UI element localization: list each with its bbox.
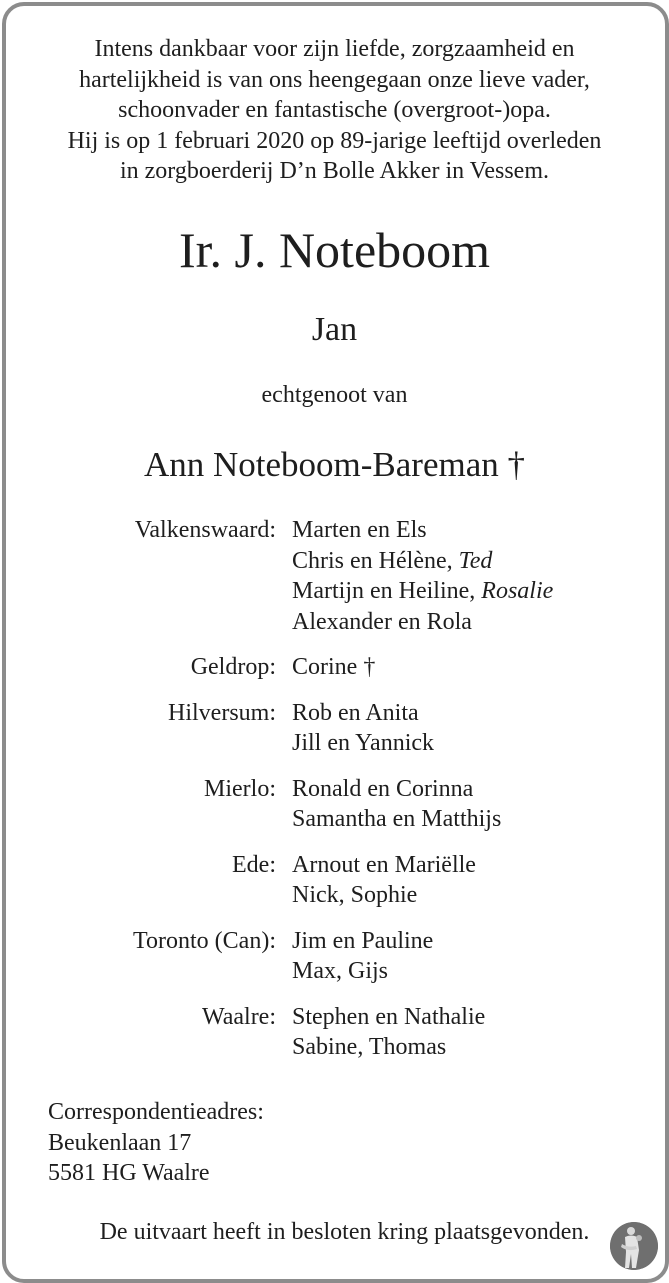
member-text: Stephen en Nathalie xyxy=(292,1003,486,1030)
family-group xyxy=(0,1002,669,1063)
intro-text xyxy=(0,34,669,187)
member-child: Rosalie xyxy=(481,578,554,604)
family-group xyxy=(0,698,669,759)
member-text: Samantha en Matthijs xyxy=(292,806,502,832)
family-group xyxy=(0,774,669,835)
family-member xyxy=(292,576,669,607)
member-child: Ted xyxy=(458,547,493,574)
member-text: Marten en Els xyxy=(292,517,427,543)
family-member xyxy=(292,926,669,957)
member-text: Corine † xyxy=(292,654,376,680)
spouse-label: echtgenoot van xyxy=(261,382,408,408)
member-text: Chris en Hélène, xyxy=(292,547,459,574)
intro-line: Hij is op 1 februari 2020 op 89-jarige leeftijd overleden xyxy=(67,127,602,154)
address-city: 5581 HG Waalre xyxy=(48,1160,210,1186)
intro-line: hartelijkheid is van ons heengegaan onze lieve vader, xyxy=(79,66,590,93)
family-member xyxy=(292,546,669,577)
family-member xyxy=(292,1032,669,1063)
family-member xyxy=(292,515,669,546)
family-place: Hilversum: xyxy=(168,699,276,726)
member-text: Sabine, Thomas xyxy=(292,1034,447,1060)
family-member xyxy=(292,774,669,805)
member-text: Arnout en Mariëlle xyxy=(292,851,476,878)
address-label: Correspondentieadres: xyxy=(48,1099,264,1125)
family-group xyxy=(0,515,669,637)
family-member xyxy=(292,956,669,987)
family-group xyxy=(0,926,669,987)
deceased-name: Ir. J. Noteboom xyxy=(178,222,491,278)
intro-line: Intens dankbaar voor zijn liefde, zorgzaamheid en xyxy=(94,36,575,62)
family-member xyxy=(292,652,669,683)
family-group xyxy=(0,652,669,683)
family-place: Valkenswaard: xyxy=(134,517,276,543)
intro-line: schoonvader en fantastische (overgroot-)opa. xyxy=(118,97,551,123)
embracing-figures-icon xyxy=(610,1222,658,1270)
memorial-logo-icon xyxy=(610,1222,658,1270)
member-text: Jim en Pauline xyxy=(292,927,434,954)
family-list xyxy=(0,515,669,1078)
family-member xyxy=(292,880,669,911)
family-member xyxy=(292,850,669,881)
family-place: Geldrop: xyxy=(190,654,276,680)
member-text: Max, Gijs xyxy=(292,958,388,984)
family-place: Ede: xyxy=(232,851,276,878)
member-text: Jill en Yannick xyxy=(292,730,435,756)
family-members xyxy=(292,515,669,637)
member-text: Martijn en Heiline, xyxy=(292,578,482,604)
family-member xyxy=(292,698,669,729)
spouse-name: Ann Noteboom-Bareman † xyxy=(143,445,526,484)
family-member xyxy=(292,804,669,835)
family-place: Toronto (Can): xyxy=(133,927,276,954)
intro-line: in zorgboerderij D’n Bolle Akker in Vessem. xyxy=(119,158,550,184)
family-place: Mierlo: xyxy=(204,775,276,802)
family-group xyxy=(0,850,669,911)
family-member xyxy=(292,728,669,759)
correspondence-address xyxy=(48,1097,264,1189)
family-members xyxy=(292,698,669,759)
family-member xyxy=(292,607,669,638)
member-text: Nick, Sophie xyxy=(292,882,418,908)
family-members xyxy=(292,1002,669,1063)
member-text: Alexander en Rola xyxy=(292,608,472,635)
member-text: Rob en Anita xyxy=(292,699,419,726)
address-street: Beukenlaan 17 xyxy=(48,1129,192,1156)
family-members xyxy=(292,850,669,911)
family-members xyxy=(292,652,669,683)
family-members xyxy=(292,926,669,987)
family-member xyxy=(292,1002,669,1033)
family-place: Waalre: xyxy=(201,1003,276,1030)
closing-text: De uitvaart heeft in besloten kring plaatsgevonden. xyxy=(99,1219,590,1245)
member-text: Ronald en Corinna xyxy=(292,775,474,802)
deceased-nickname: Jan xyxy=(311,311,358,348)
family-members xyxy=(292,774,669,835)
